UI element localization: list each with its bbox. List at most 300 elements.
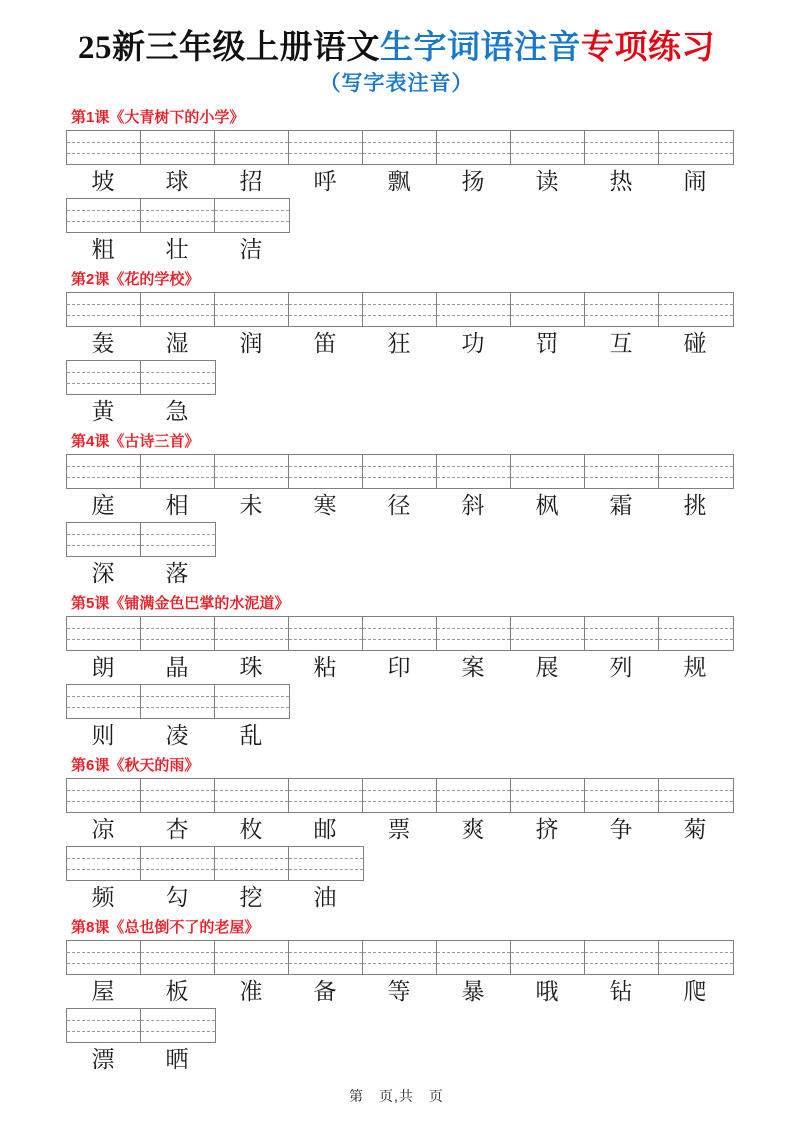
character: 相	[165, 493, 189, 518]
character: 暴	[461, 979, 485, 1004]
pinyin-guideline	[141, 869, 214, 870]
character: 备	[313, 979, 337, 1004]
pinyin-cell	[67, 847, 141, 880]
pinyin-guideline	[67, 142, 140, 143]
character: 油	[313, 885, 337, 910]
pinyin-guideline	[585, 639, 658, 640]
pinyin-guideline	[141, 1031, 215, 1032]
pinyin-guideline	[67, 963, 140, 964]
section-title: 第4课《古诗三首》	[71, 433, 200, 450]
pinyin-guideline	[141, 372, 215, 373]
pinyin-guideline	[585, 477, 658, 478]
pinyin-cell	[511, 779, 585, 812]
character-row	[66, 489, 793, 522]
character: 菊	[683, 817, 707, 842]
character: 笛	[313, 331, 337, 356]
pinyin-guideline	[67, 466, 140, 467]
character: 挤	[535, 817, 559, 842]
pinyin-grid-row	[66, 198, 290, 233]
character: 晶	[165, 655, 189, 680]
pinyin-cell	[289, 779, 363, 812]
character: 珠	[239, 655, 263, 680]
pinyin-guideline	[67, 477, 140, 478]
character: 招	[239, 169, 263, 194]
pinyin-guideline	[363, 952, 436, 953]
pinyin-guideline	[363, 153, 436, 154]
pinyin-guideline	[511, 142, 584, 143]
pinyin-cell	[659, 293, 733, 326]
pinyin-guideline	[659, 801, 733, 802]
pinyin-guideline	[289, 315, 362, 316]
pinyin-guideline	[67, 304, 140, 305]
character: 屋	[91, 979, 115, 1004]
section-title: 第5课《铺满金色巴掌的水泥道》	[71, 595, 290, 612]
character: 等	[387, 979, 411, 1004]
pinyin-guideline	[141, 153, 214, 154]
pinyin-guideline	[215, 707, 289, 708]
pinyin-cell	[511, 455, 585, 488]
pinyin-cell	[511, 293, 585, 326]
character: 爬	[683, 979, 707, 1004]
pinyin-guideline	[437, 153, 510, 154]
pinyin-cell	[141, 455, 215, 488]
pinyin-cell	[141, 293, 215, 326]
pinyin-guideline	[585, 142, 658, 143]
pinyin-grid-row	[66, 684, 290, 719]
character: 列	[609, 655, 633, 680]
pinyin-cell	[67, 199, 141, 232]
page-footer: 第 页,共 页	[349, 1088, 444, 1104]
page-subtitle: （写字表注音）	[319, 71, 474, 95]
page-title	[0, 26, 793, 70]
pinyin-cell	[585, 455, 659, 488]
pinyin-cell	[437, 941, 511, 974]
pinyin-guideline	[363, 142, 436, 143]
character-row	[66, 651, 793, 684]
pinyin-cell	[289, 941, 363, 974]
character: 呼	[313, 169, 337, 194]
pinyin-cell	[585, 617, 659, 650]
pinyin-guideline	[67, 869, 140, 870]
pinyin-cell	[511, 617, 585, 650]
pinyin-guideline	[437, 477, 510, 478]
character: 印	[387, 655, 411, 680]
pinyin-guideline	[511, 153, 584, 154]
pinyin-guideline	[141, 963, 214, 964]
pinyin-cell	[659, 131, 733, 164]
pinyin-guideline	[215, 801, 288, 802]
pinyin-cell	[437, 455, 511, 488]
pinyin-guideline	[511, 315, 584, 316]
character: 杏	[165, 817, 189, 842]
pinyin-grid-row	[66, 522, 216, 557]
character-row	[66, 1043, 793, 1076]
pinyin-cell	[215, 779, 289, 812]
pinyin-guideline	[289, 952, 362, 953]
pinyin-cell	[141, 685, 215, 718]
pinyin-cell	[215, 455, 289, 488]
pinyin-guideline	[67, 707, 140, 708]
pinyin-guideline	[511, 304, 584, 305]
pinyin-cell	[67, 293, 141, 326]
pinyin-guideline	[215, 477, 288, 478]
pinyin-guideline	[363, 801, 436, 802]
pinyin-guideline	[437, 304, 510, 305]
pinyin-cell	[215, 293, 289, 326]
worksheet-section	[66, 920, 793, 1076]
character: 钻	[609, 979, 633, 1004]
pinyin-guideline	[437, 628, 510, 629]
pinyin-guideline	[67, 153, 140, 154]
character: 球	[165, 169, 189, 194]
pinyin-guideline	[659, 790, 733, 791]
character: 争	[609, 817, 633, 842]
character: 凌	[165, 723, 189, 748]
pinyin-grid-row	[66, 846, 364, 881]
title-blue-part: 生字词语注音	[380, 30, 581, 66]
pinyin-guideline	[585, 801, 658, 802]
character: 频	[91, 885, 115, 910]
character: 黄	[91, 399, 115, 424]
pinyin-guideline	[141, 545, 215, 546]
pinyin-cell	[215, 199, 289, 232]
pinyin-grid-row	[66, 292, 734, 327]
pinyin-guideline	[659, 315, 733, 316]
pinyin-guideline	[67, 639, 140, 640]
pinyin-cell	[141, 847, 215, 880]
pinyin-guideline	[289, 466, 362, 467]
pinyin-guideline	[289, 869, 363, 870]
character: 晒	[165, 1047, 189, 1072]
worksheet-section	[66, 272, 793, 428]
pinyin-cell	[215, 941, 289, 974]
character: 润	[239, 331, 263, 356]
character: 碰	[683, 331, 707, 356]
pinyin-grid-row	[66, 454, 734, 489]
pinyin-cell	[215, 847, 289, 880]
character: 哦	[535, 979, 559, 1004]
pinyin-cell	[67, 941, 141, 974]
worksheet-section	[66, 110, 793, 266]
pinyin-guideline	[141, 801, 214, 802]
pinyin-cell	[363, 779, 437, 812]
pinyin-guideline	[67, 372, 140, 373]
character: 乱	[239, 723, 263, 748]
pinyin-guideline	[67, 210, 140, 211]
pinyin-cell	[141, 1009, 215, 1042]
pinyin-guideline	[215, 304, 288, 305]
pinyin-cell	[659, 779, 733, 812]
pinyin-guideline	[141, 790, 214, 791]
pinyin-guideline	[141, 466, 214, 467]
pinyin-guideline	[437, 466, 510, 467]
pinyin-guideline	[289, 142, 362, 143]
character: 坡	[91, 169, 115, 194]
pinyin-cell	[437, 131, 511, 164]
worksheet-section	[66, 758, 793, 914]
pinyin-guideline	[141, 858, 214, 859]
pinyin-guideline	[437, 315, 510, 316]
pinyin-guideline	[289, 628, 362, 629]
pinyin-cell	[511, 131, 585, 164]
pinyin-guideline	[363, 639, 436, 640]
pinyin-guideline	[215, 952, 288, 953]
pinyin-guideline	[67, 628, 140, 629]
character: 准	[239, 979, 263, 1004]
pinyin-guideline	[289, 639, 362, 640]
character: 洁	[239, 237, 263, 262]
pinyin-guideline	[659, 963, 733, 964]
character-row	[66, 557, 793, 590]
character-row	[66, 881, 793, 914]
pinyin-guideline	[659, 628, 733, 629]
pinyin-cell	[67, 779, 141, 812]
worksheet-section	[66, 596, 793, 752]
pinyin-grid-row	[66, 778, 734, 813]
character: 规	[683, 655, 707, 680]
pinyin-guideline	[511, 952, 584, 953]
pinyin-guideline	[437, 952, 510, 953]
section-title: 第1课《大青树下的小学》	[71, 109, 245, 126]
character: 粘	[313, 655, 337, 680]
pinyin-cell	[437, 779, 511, 812]
pinyin-guideline	[585, 952, 658, 953]
pinyin-guideline	[511, 801, 584, 802]
pinyin-cell	[67, 455, 141, 488]
pinyin-cell	[141, 941, 215, 974]
pinyin-guideline	[511, 466, 584, 467]
pinyin-guideline	[585, 628, 658, 629]
pinyin-cell	[67, 361, 141, 394]
pinyin-guideline	[585, 466, 658, 467]
pinyin-guideline	[141, 952, 214, 953]
pinyin-guideline	[67, 1020, 140, 1021]
pinyin-cell	[141, 523, 215, 556]
section-title: 第8课《总也倒不了的老屋》	[71, 919, 260, 936]
pinyin-guideline	[437, 790, 510, 791]
sections	[66, 110, 793, 1076]
pinyin-cell	[67, 617, 141, 650]
pinyin-cell	[141, 361, 215, 394]
pinyin-guideline	[141, 534, 215, 535]
character: 案	[461, 655, 485, 680]
pinyin-guideline	[215, 790, 288, 791]
pinyin-guideline	[67, 801, 140, 802]
pinyin-guideline	[289, 477, 362, 478]
character: 壮	[165, 237, 189, 262]
character: 罚	[535, 331, 559, 356]
character: 飘	[387, 169, 411, 194]
character: 展	[535, 655, 559, 680]
worksheet-section	[66, 434, 793, 590]
pinyin-guideline	[585, 315, 658, 316]
pinyin-guideline	[659, 477, 733, 478]
pinyin-guideline	[67, 952, 140, 953]
character: 枫	[535, 493, 559, 518]
pinyin-cell	[67, 523, 141, 556]
character: 闹	[683, 169, 707, 194]
pinyin-cell	[437, 293, 511, 326]
pinyin-guideline	[67, 315, 140, 316]
pinyin-cell	[511, 941, 585, 974]
pinyin-guideline	[215, 315, 288, 316]
pinyin-cell	[67, 1009, 141, 1042]
pinyin-grid-row	[66, 940, 734, 975]
pinyin-guideline	[437, 963, 510, 964]
pinyin-guideline	[67, 790, 140, 791]
pinyin-guideline	[511, 639, 584, 640]
character: 枚	[239, 817, 263, 842]
pinyin-cell	[363, 455, 437, 488]
pinyin-cell	[215, 685, 289, 718]
character: 径	[387, 493, 411, 518]
character: 朗	[91, 655, 115, 680]
pinyin-guideline	[659, 466, 733, 467]
pinyin-guideline	[511, 790, 584, 791]
character: 湿	[165, 331, 189, 356]
pinyin-guideline	[215, 142, 288, 143]
pinyin-guideline	[363, 963, 436, 964]
pinyin-cell	[363, 293, 437, 326]
character: 挑	[683, 493, 707, 518]
pinyin-guideline	[215, 869, 288, 870]
character: 寒	[313, 493, 337, 518]
pinyin-cell	[215, 617, 289, 650]
pinyin-guideline	[141, 315, 214, 316]
pinyin-guideline	[67, 545, 140, 546]
pinyin-guideline	[511, 477, 584, 478]
pinyin-guideline	[215, 221, 289, 222]
pinyin-guideline	[215, 628, 288, 629]
pinyin-guideline	[141, 477, 214, 478]
pinyin-guideline	[67, 696, 140, 697]
pinyin-guideline	[141, 1020, 215, 1021]
pinyin-guideline	[215, 153, 288, 154]
character: 斜	[461, 493, 485, 518]
pinyin-guideline	[215, 696, 289, 697]
character: 霜	[609, 493, 633, 518]
character-row	[66, 395, 793, 428]
title-black-part: 25新三年级上册语文	[78, 30, 380, 66]
character: 庭	[91, 493, 115, 518]
character: 凉	[91, 817, 115, 842]
pinyin-guideline	[289, 801, 362, 802]
pinyin-guideline	[67, 383, 140, 384]
pinyin-guideline	[659, 639, 733, 640]
pinyin-guideline	[141, 210, 214, 211]
title-red-part: 专项练习	[581, 30, 715, 66]
pinyin-cell	[585, 293, 659, 326]
section-title: 第2课《花的学校》	[71, 271, 200, 288]
pinyin-cell	[659, 617, 733, 650]
pinyin-cell	[215, 131, 289, 164]
character: 急	[165, 399, 189, 424]
pinyin-guideline	[215, 210, 289, 211]
pinyin-grid-row	[66, 130, 734, 165]
pinyin-cell	[289, 131, 363, 164]
pinyin-guideline	[437, 801, 510, 802]
pinyin-guideline	[215, 466, 288, 467]
character: 邮	[313, 817, 337, 842]
pinyin-cell	[141, 779, 215, 812]
pinyin-cell	[141, 617, 215, 650]
character: 勾	[165, 885, 189, 910]
character: 互	[609, 331, 633, 356]
pinyin-cell	[141, 199, 215, 232]
character: 粗	[91, 237, 115, 262]
pinyin-guideline	[363, 466, 436, 467]
character: 轰	[91, 331, 115, 356]
pinyin-guideline	[67, 858, 140, 859]
pinyin-guideline	[659, 142, 733, 143]
pinyin-guideline	[585, 963, 658, 964]
pinyin-cell	[67, 131, 141, 164]
character: 挖	[239, 885, 263, 910]
pinyin-guideline	[363, 315, 436, 316]
pinyin-guideline	[67, 1031, 140, 1032]
pinyin-guideline	[215, 858, 288, 859]
pinyin-cell	[363, 617, 437, 650]
pinyin-cell	[363, 131, 437, 164]
page-header	[0, 0, 793, 97]
pinyin-cell	[67, 685, 141, 718]
character: 漂	[91, 1047, 115, 1072]
pinyin-guideline	[289, 858, 363, 859]
pinyin-guideline	[659, 304, 733, 305]
pinyin-guideline	[67, 221, 140, 222]
character: 读	[535, 169, 559, 194]
pinyin-guideline	[141, 696, 214, 697]
pinyin-guideline	[289, 963, 362, 964]
pinyin-guideline	[289, 153, 362, 154]
pinyin-guideline	[437, 639, 510, 640]
character: 深	[91, 561, 115, 586]
character: 则	[91, 723, 115, 748]
pinyin-guideline	[215, 639, 288, 640]
character-row	[66, 233, 793, 266]
pinyin-cell	[659, 455, 733, 488]
pinyin-guideline	[141, 707, 214, 708]
pinyin-grid-row	[66, 360, 216, 395]
pinyin-guideline	[141, 304, 214, 305]
pinyin-guideline	[585, 790, 658, 791]
pinyin-guideline	[585, 304, 658, 305]
pinyin-cell	[289, 617, 363, 650]
pinyin-guideline	[363, 477, 436, 478]
pinyin-guideline	[215, 963, 288, 964]
character: 热	[609, 169, 633, 194]
pinyin-cell	[363, 941, 437, 974]
pinyin-guideline	[437, 142, 510, 143]
character-row	[66, 327, 793, 360]
pinyin-cell	[289, 293, 363, 326]
pinyin-guideline	[141, 628, 214, 629]
character-row	[66, 975, 793, 1008]
pinyin-guideline	[363, 790, 436, 791]
pinyin-guideline	[585, 153, 658, 154]
pinyin-guideline	[659, 153, 733, 154]
character: 爽	[461, 817, 485, 842]
pinyin-cell	[289, 455, 363, 488]
pinyin-cell	[585, 941, 659, 974]
pinyin-grid-row	[66, 1008, 216, 1043]
pinyin-guideline	[363, 304, 436, 305]
character: 功	[461, 331, 485, 356]
pinyin-guideline	[141, 383, 215, 384]
pinyin-guideline	[289, 790, 362, 791]
pinyin-guideline	[659, 952, 733, 953]
pinyin-guideline	[67, 534, 140, 535]
